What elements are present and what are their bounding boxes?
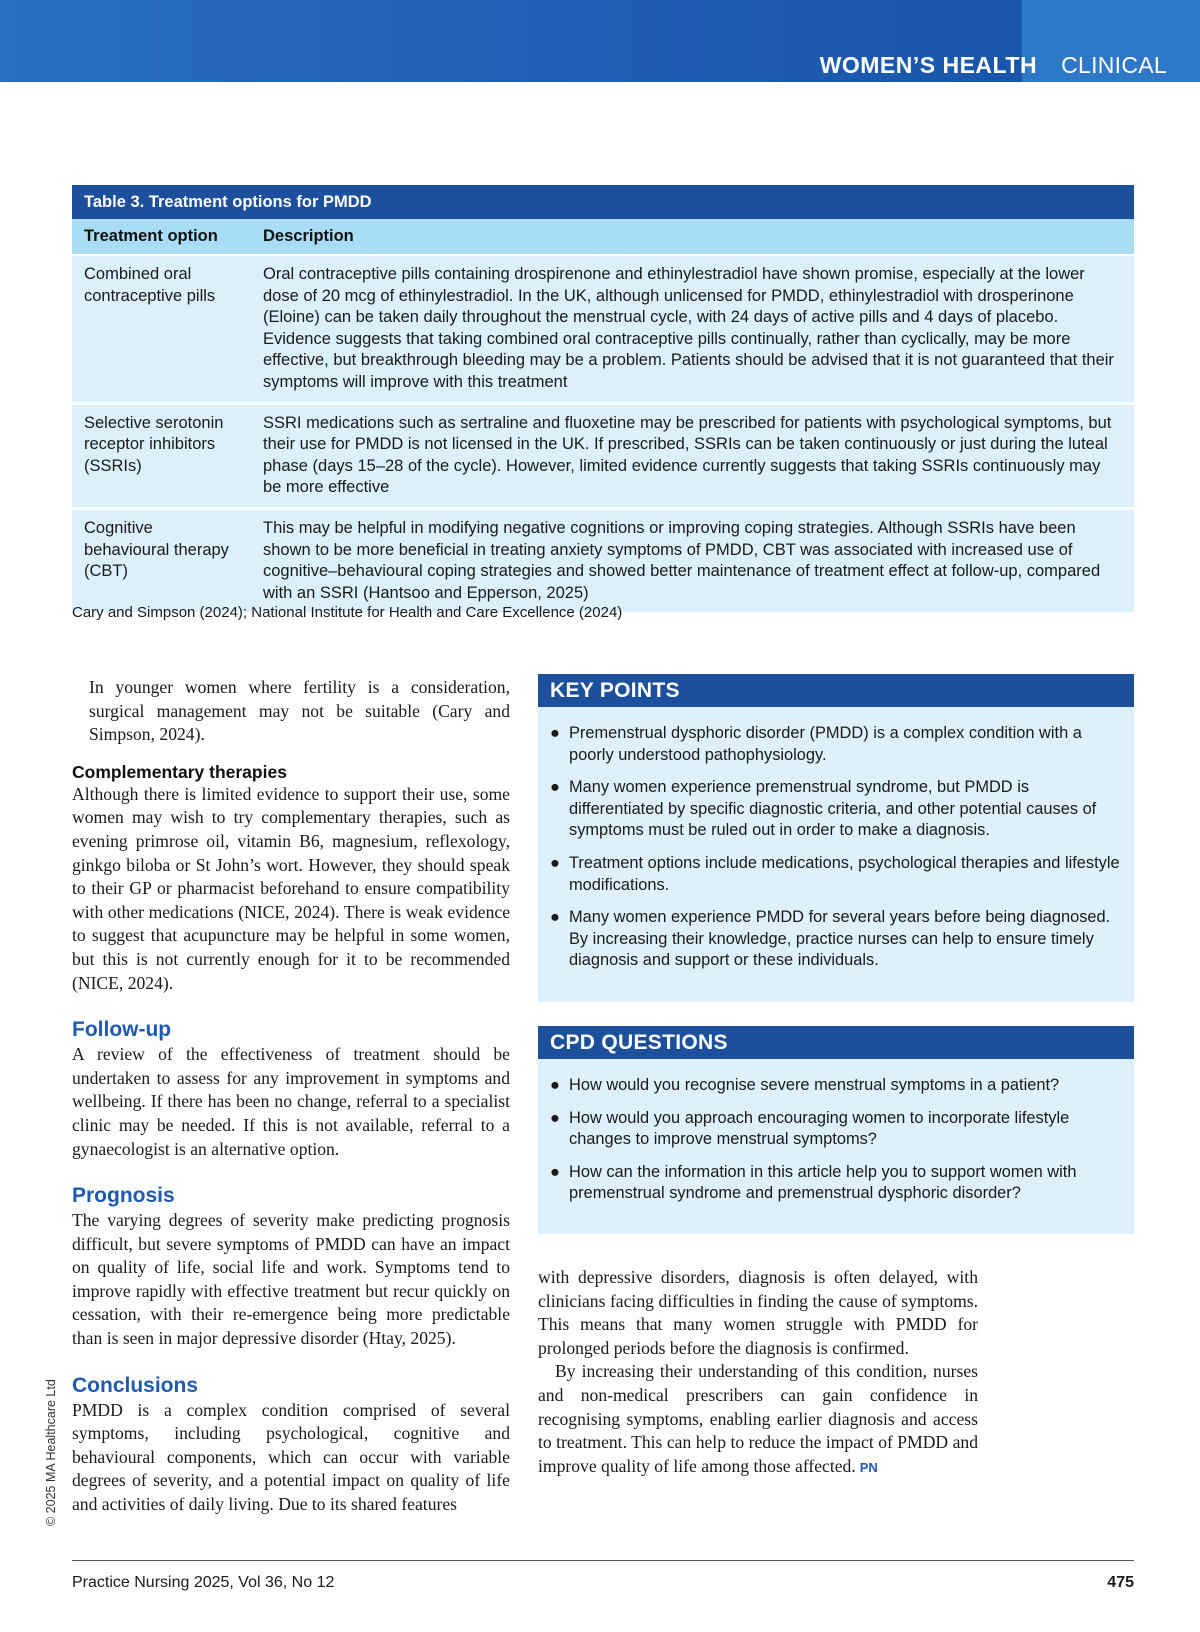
bullet-icon: ●	[550, 724, 560, 742]
cell-option: Selective serotonin receptor inhibitors (SSRIs)	[72, 402, 251, 507]
cell-description: Oral contraceptive pills containing drospirenone and ethinylestradiol have shown promise, especially at the lower dose of 20 mcg of ethinylestradiol. In the UK, although unlicensed for PMDD, ethinylestradiol with drosperinone (Eloine) can be taken daily throughout the menstrual cycle, with 24 days of active pills and 4 days of placebo. Evidence suggests that taking combined oral contraceptive pills continually, rather than cyclically, may be more effective, but breakthrough bleeding may be a problem. Patients should be advised that it is not guaranteed that their symptoms will improve with this treatment	[251, 254, 1134, 402]
intro-paragraph: In younger women where fertility is a consideration, surgical management may not be suitable (Cary and Simpson, 2024).	[89, 677, 510, 745]
list-item	[550, 907, 1120, 972]
prognosis-paragraph: The varying degrees of severity make predicting prognosis difficult, but severe symptoms of PMDD can have an impact on quality of life, social life and work. Symptoms tend to improve rapidly with effective treatment but recur quickly on cessation, with their re-emergence being more predictable than is seen in major depressive disorder (Htay, 2025).	[72, 1210, 510, 1349]
cpd-questions-box	[538, 1026, 1134, 1234]
column-header-option: Treatment option	[72, 219, 251, 254]
treatment-table	[72, 185, 1134, 612]
cpd-question-text: How would you approach encouraging women to incorporate lifestyle changes to improve menstrual symptoms?	[569, 1108, 1070, 1149]
bullet-icon: ●	[550, 1162, 560, 1181]
bullet-icon: ●	[550, 1108, 560, 1127]
key-points-list	[538, 707, 1134, 986]
list-item	[550, 1075, 1120, 1097]
list-item	[550, 853, 1120, 896]
cpd-questions-list	[538, 1059, 1134, 1219]
bullet-icon: ●	[550, 1076, 560, 1094]
page-number: 475	[1107, 1574, 1134, 1591]
key-point-text: Many women experience premenstrual syndrome, but PMDD is differentiated by specific diagnostic criteria, and other potential causes of symptoms must be ruled out in order to make a diagnosis.	[569, 778, 1097, 840]
copyright-notice: © 2025 MA Healthcare Ltd	[44, 1379, 58, 1526]
key-points-title: KEY POINTS	[538, 674, 1134, 707]
table-source: Cary and Simpson (2024); National Institute for Health and Care Excellence (2024)	[72, 604, 623, 621]
heading-complementary: Complementary therapies	[72, 761, 287, 782]
cpd-question-text: How would you recognise severe menstrual symptoms in a patient?	[569, 1076, 1060, 1094]
end-mark: PN	[859, 1459, 878, 1475]
heading-follow-up: Follow-up	[72, 1018, 172, 1042]
heading-prognosis: Prognosis	[72, 1184, 175, 1208]
bullet-icon: ●	[550, 778, 560, 797]
journal-citation: Practice Nursing 2025, Vol 36, No 12	[72, 1574, 335, 1591]
key-point-text: Treatment options include medications, psychological therapies and lifestyle modifications.	[569, 853, 1120, 894]
cell-description: SSRI medications such as sertraline and fluoxetine may be prescribed for patients with psychological symptoms, but their use for PMDD is not licensed in the UK. If prescribed, SSRIs can be taken continuously or just during the luteal phase (days 15–28 of the cycle). However, limited evidence currently suggests that taking SSRIs continuously may be more effective	[251, 402, 1134, 507]
right-paragraph-2-text: By increasing their understanding of this condition, nurses and non-medical prescribers can gain confidence in recognising symptoms, enabling earlier diagnosis and access to treatment. This can help to reduce the impact of PMDD and improve quality of life among those affected.	[538, 1361, 978, 1476]
heading-conclusions: Conclusions	[72, 1373, 199, 1397]
table-row	[72, 254, 1134, 402]
left-column	[72, 676, 510, 1517]
table-row	[72, 507, 1134, 612]
table-row	[72, 402, 1134, 507]
follow-up-paragraph: A review of the effectiveness of treatment should be undertaken to assess for any improvement in symptoms and wellbeing. If there has been no change, referral to a specialist clinic may be needed. If this is not available, referral to a gynaecologist is an alternative option.	[72, 1044, 510, 1159]
key-points-box	[538, 674, 1134, 1002]
cpd-questions-title: CPD QUESTIONS	[538, 1026, 1134, 1059]
key-point-text: Many women experience PMDD for several years before being diagnosed. By increasing their knowledge, practice nurses can help to ensure timely diagnosis and support or these individuals.	[569, 908, 1111, 970]
header-section: WOMEN’S HEALTH	[819, 52, 1038, 78]
table-caption: Table 3. Treatment options for PMDD	[72, 185, 1134, 219]
bullet-icon: ●	[550, 853, 560, 872]
header-subsection: CLINICAL	[1061, 52, 1167, 78]
list-item	[550, 1162, 1120, 1205]
running-header	[820, 52, 1167, 79]
table-body	[72, 219, 1134, 612]
right-column	[538, 1266, 978, 1479]
right-paragraph-2	[538, 1360, 978, 1479]
cpd-question-text: How can the information in this article help you to support women with premenstrual syndrome and premenstrual dysphoric disorder?	[569, 1162, 1077, 1203]
key-point-text: Premenstrual dysphoric disorder (PMDD) is a complex condition with a poorly understood pathophysiology.	[569, 724, 1082, 764]
cell-description: This may be helpful in modifying negative cognitions or improving coping strategies. Although SSRIs have been shown to be more beneficial in treating anxiety symptoms of PMDD, CBT was associated with increased use of cognitive–behavioural coping strategies and showed better maintenance of treatment effect at follow-up, compared with an SSRI (Hantsoo and Epperson, 2025)	[251, 507, 1134, 612]
complementary-paragraph: Although there is limited evidence to support their use, some women may wish to try complementary therapies, such as evening primrose oil, vitamin B6, magnesium, reflexology, ginkgo biloba or St John’s wort. However, they should speak to their GP or pharmacist beforehand to ensure compatibility with other medications (NICE, 2024). There is weak evidence to suggest that acupuncture may be helpful in some women, but this is not currently enough for it to be recommended (NICE, 2024).	[72, 783, 510, 993]
list-item	[550, 777, 1120, 842]
bullet-icon: ●	[550, 908, 560, 927]
cell-option: Cognitive behavioural therapy (CBT)	[72, 507, 251, 612]
list-item	[550, 1108, 1120, 1151]
list-item	[550, 723, 1120, 766]
cell-option: Combined oral contraceptive pills	[72, 254, 251, 402]
footer-rule	[72, 1560, 1134, 1561]
conclusions-paragraph: PMDD is a complex condition comprised of several symptoms, including psychological, cognitive and behavioural components, which can occur with variable degrees of severity, and a potential impact on quality of life and activities of daily living. Due to its shared features	[72, 1399, 510, 1515]
right-paragraph-1: with depressive disorders, diagnosis is often delayed, with clinicians facing difficulties in finding the cause of symptoms. This means that many women struggle with PMDD for prolonged periods before the diagnosis is confirmed.	[538, 1267, 978, 1358]
column-header-description: Description	[251, 219, 1134, 254]
